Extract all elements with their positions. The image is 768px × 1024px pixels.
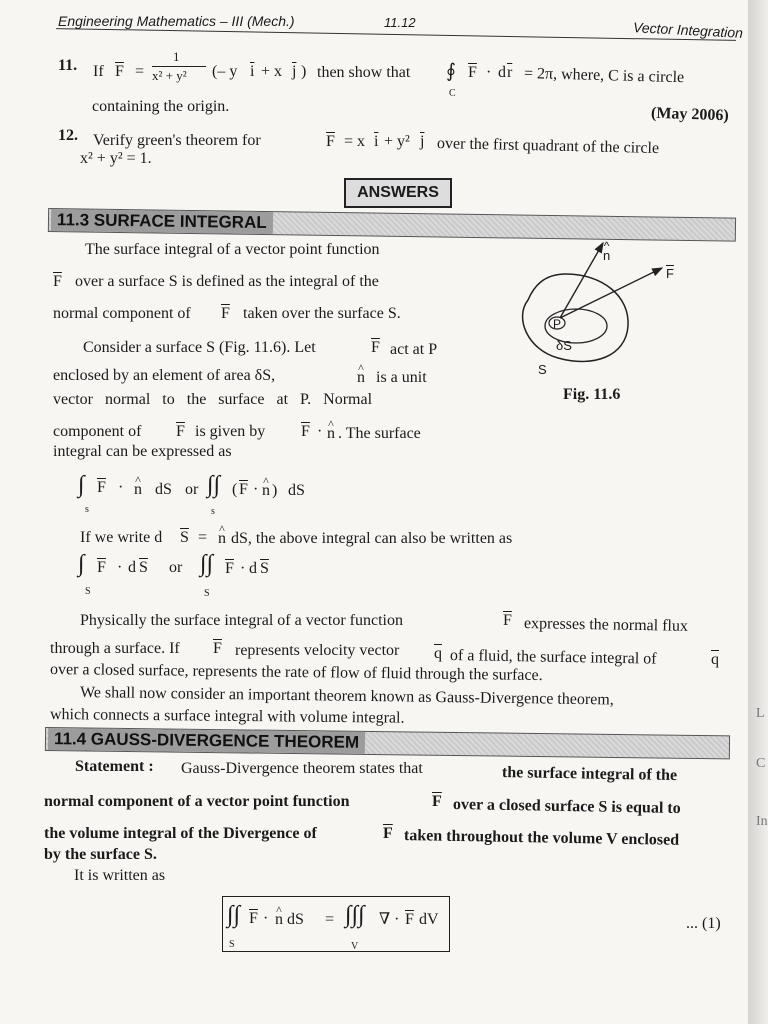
p4-line5: which connects a surface integral with volume integral. <box>49 706 405 727</box>
statement-line1a: Gauss-Divergence theorem states that <box>181 760 423 777</box>
boxed-equation-1 <box>222 896 450 952</box>
fig-n-label: ^ n <box>603 246 610 266</box>
q12-plus: + y² <box>384 133 410 150</box>
eqb-F2: $\overline{F}$ <box>225 560 234 577</box>
eqa-dS: dS <box>155 481 172 498</box>
p2-F3: $\overline{F}$ <box>301 423 310 440</box>
eqb-d: d <box>128 559 136 576</box>
statement-line5: It is written as <box>74 867 166 884</box>
q11-contour-integral: ∮ <box>446 61 456 82</box>
eqa-dot2: · <box>253 481 259 498</box>
p2-F: $\overline{F}$ <box>371 339 380 356</box>
eqb-dot2: · <box>240 560 246 577</box>
section-bar-11-4 <box>45 727 730 759</box>
q12-unit-j: $\overline{j}$ <box>420 133 425 150</box>
p2-line4b: is given by <box>195 423 266 440</box>
eq1-sub-s: S <box>229 939 235 950</box>
surface-outline <box>523 274 629 361</box>
edge-char-2: C <box>756 756 766 771</box>
q11-d: d <box>498 64 506 81</box>
p4-q: $\overline{q}$ <box>434 645 442 662</box>
equation-tag-1: ... (1) <box>686 915 721 932</box>
statement-label: Statement : <box>75 758 154 775</box>
q11-result: = 2π, where, C is a circle <box>523 65 685 87</box>
figure-11-6 <box>510 238 690 378</box>
p3-b: = <box>198 529 208 546</box>
eqa-double-integral: ∫∫ <box>207 472 221 498</box>
p4-F: $\overline{F}$ <box>503 612 512 629</box>
p1-line2: over a surface S is defined as the integral of the <box>75 273 379 290</box>
statement-line2a: normal component of a vector point function <box>44 793 350 810</box>
section-title-11-3: 11.3 SURFACE INTEGRAL <box>51 209 273 234</box>
q11-vector-r: $\overline{r}$ <box>507 64 513 81</box>
p4-q2: $\overline{q}$ <box>711 651 719 668</box>
p2-n-hat2: ^ n <box>327 424 335 444</box>
p3-n: ^ n <box>218 529 226 549</box>
q11-fraction-denominator: x² + y² <box>152 68 187 83</box>
p4-line1a: Physically the surface integral of a vector function <box>80 612 403 629</box>
p4-line2c: of a fluid, the surface integral of <box>449 647 657 668</box>
p2-n-hat: ^ n <box>357 368 365 388</box>
p2-dot: · <box>317 423 323 440</box>
p2-line1b: act at P <box>390 341 438 358</box>
eqa-dS2: dS <box>288 482 305 499</box>
eqa-or: or <box>185 481 199 498</box>
eqb-dot: · <box>117 559 123 576</box>
q11-plus-x: + x <box>261 63 283 80</box>
section-title-11-4: 11.4 GAUSS-DIVERGENCE THEOREM <box>48 728 365 754</box>
q12-unit-i: $\overline{i}$ <box>374 133 379 150</box>
eqa-sub1: s <box>85 504 89 515</box>
fig-F-label: $\overline{F}$ <box>666 266 674 281</box>
answers-heading: ANSWERS <box>344 178 452 208</box>
p2-line4a: component of <box>53 423 142 440</box>
eq1-rhs-integral: ∫∫∫ <box>345 902 365 928</box>
q11-vector-F2: $\overline{F}$ <box>468 64 477 81</box>
p1-F2: $\overline{F}$ <box>221 305 230 322</box>
q11-vector-F: $\overline{F}$ <box>115 63 124 80</box>
eqa-close-paren: ) <box>272 482 278 499</box>
running-head-chapter: Vector Integration <box>632 19 744 41</box>
eqa-dot: · <box>118 479 124 496</box>
eq1-dV: dV <box>419 911 439 928</box>
eqa-F: $\overline{F}$ <box>97 479 106 496</box>
q11-equals: = <box>135 63 145 80</box>
running-head-book: Engineering Mathematics – III (Mech.) <box>58 13 295 29</box>
force-vector-arrow <box>560 268 662 318</box>
eqb-double-integral: ∫∫ <box>200 551 214 577</box>
edge-char-3: In <box>756 814 768 829</box>
eqb-sub1: S <box>85 586 91 597</box>
p2-line3: vector normal to the surface at P. Normal <box>53 391 373 408</box>
eqb-integral: ∫ <box>78 551 85 577</box>
eq1-equals: = <box>325 911 335 928</box>
q11-unit-j: $\overline{j}$ <box>292 63 297 80</box>
eq1-dot: · <box>263 910 269 927</box>
statement-F: $\overline{F}$ <box>432 793 442 810</box>
eqa-open-paren: ( <box>232 481 238 498</box>
p2-line2a: enclosed by an element of area δS, <box>53 367 276 384</box>
q11-then-show: then show that <box>317 64 411 81</box>
q12-vector-F: $\overline{F}$ <box>326 133 335 150</box>
section-bar-11-3 <box>48 208 736 242</box>
statement-line3b: taken throughout the volume V enclosed <box>403 827 680 849</box>
fig-dS-label: δS <box>556 338 572 353</box>
adjacent-page-edge <box>748 0 768 1024</box>
q12-text1: Verify green's theorem for <box>93 132 261 149</box>
eq1-lhs-integral: ∫∫ <box>227 902 241 928</box>
eqa-F2: $\overline{F}$ <box>239 481 248 498</box>
exercise-number-11: 11. <box>58 57 78 74</box>
eqb-sub2: S <box>204 588 210 599</box>
q11-dot: · <box>486 64 492 81</box>
fig-P-label: P <box>553 317 562 331</box>
p4-line2b: represents velocity vector <box>235 642 400 659</box>
q12-eq: = x <box>344 133 366 150</box>
eqa-integral: ∫ <box>78 472 85 498</box>
p4-line2a: through a surface. If <box>50 640 180 657</box>
p2-line2b: is a unit <box>376 369 427 386</box>
q11-date: (May 2006) <box>650 104 730 125</box>
q11-close-paren: ) <box>301 63 307 80</box>
p4-F2: $\overline{F}$ <box>213 640 222 657</box>
eq1-n: ^ n <box>275 910 283 930</box>
eq1-sub-v: V <box>351 941 359 952</box>
p4-line3: over a closed surface, represents the rate of flow of fluid through the surface. <box>49 661 543 685</box>
eqb-F: $\overline{F}$ <box>97 559 106 576</box>
eqa-sub2: s <box>211 506 215 517</box>
eqb-S: $\overline{S}$ <box>139 559 148 576</box>
eq1-F: $\overline{F}$ <box>249 910 258 927</box>
eqa-n: ^ n <box>134 480 142 500</box>
q11-fraction-numerator: 1 <box>173 49 180 64</box>
eqb-d2: d <box>249 560 257 577</box>
p3-S: $\overline{S}$ <box>180 529 189 546</box>
p2-line1a: Consider a surface S (Fig. 11.6). Let <box>83 339 316 356</box>
statement-line1b: the surface integral of the <box>501 764 678 785</box>
p1-line3b: taken over the surface S. <box>243 305 401 322</box>
figure-caption: Fig. 11.6 <box>563 386 621 403</box>
p1-line1: The surface integral of a vector point function <box>85 241 380 258</box>
p2-line4c: . The surface <box>338 425 421 442</box>
q11-contour-sub: C <box>449 88 456 99</box>
eq1-dS: dS <box>287 911 304 928</box>
eqb-or: or <box>169 559 183 576</box>
edge-char-1: L <box>756 706 765 721</box>
eq1-F2: $\overline{F}$ <box>405 911 414 928</box>
eq1-nabla: ∇ · <box>379 911 400 928</box>
q11-if: If <box>93 63 104 80</box>
q12-text2: over the first quadrant of the circle <box>436 135 660 158</box>
statement-line4: by the surface S. <box>44 846 157 863</box>
p2-line5: integral can be expressed as <box>53 443 232 460</box>
q11-unit-i: $\overline{i}$ <box>250 63 255 80</box>
p2-F2: $\overline{F}$ <box>176 423 185 440</box>
p4-line4: We shall now consider an important theorem known as Gauss-Divergence theorem, <box>79 684 614 709</box>
q11-line2: containing the origin. <box>92 98 230 115</box>
p3-a: If we write d <box>80 529 163 546</box>
eqb-S2: $\overline{S}$ <box>260 560 269 577</box>
fig-S-label: S <box>538 362 547 377</box>
p1-line3: normal component of <box>53 305 191 322</box>
p4-line1b: expresses the normal flux <box>523 615 689 635</box>
p1-F: $\overline{F}$ <box>53 273 62 290</box>
q11-expression: (– y <box>212 63 238 80</box>
exercise-number-12: 12. <box>58 127 78 144</box>
eqa-n2: ^ n <box>262 481 270 501</box>
statement-line3a: the volume integral of the Divergence of <box>44 825 317 842</box>
q12-line2: x² + y² = 1. <box>80 150 152 167</box>
p3-c: dS, the above integral can also be written as <box>231 530 513 547</box>
page-number: 11.12 <box>384 15 416 30</box>
statement-F2: $\overline{F}$ <box>383 825 393 842</box>
statement-line2b: over a closed surface S is equal to <box>452 796 681 817</box>
